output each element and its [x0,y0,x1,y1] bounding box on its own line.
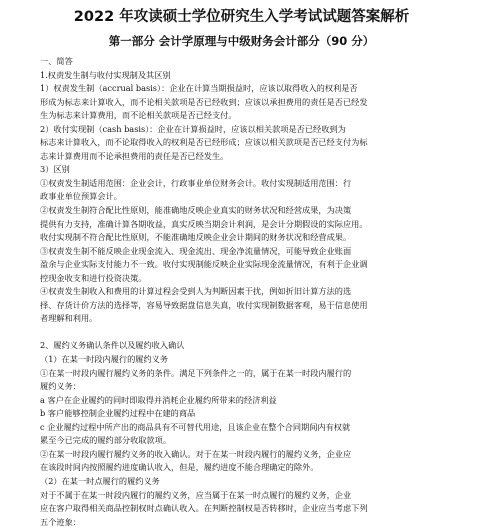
text-line: 形成为标志来计算收入，而不论相关款项是否已经收到；应该以承担费用的责任是否已经发 [40,96,368,107]
text-line: c 企业履约过程中所产出的商品具有不可替代用途，且该企业在整个合同期间内有权就 [40,421,351,432]
text-line: ①权责发生制适用范围：企业会计，行政事业单位财务会计。收付实现制适用范围：行 [40,177,352,188]
text-line: 盈余与企业实际支付能力不一致。收付实现制能反映企业实际现金流量情况，有利于企业调 [40,259,368,270]
text-line: b 客户能够控制企业履约过程中在建的商品 [40,408,196,419]
text-line: 收付实现制不符合配比性原则，不能准确地反映企业会计期间的财务状况和经营成果。 [40,232,352,243]
text-line: 应在客户取得相关商品控制权时点确认收入。在判断控制权是否转移时，企业应当考虑下列 [40,503,368,514]
text-line: a 客户在企业履约的同时即取得并消耗企业履约所带来的经济利益 [40,394,277,405]
text-line: 2、履约义务确认条件以及履约收入确认 [40,340,185,351]
text-line: ③权责发生制不能反映企业现金流入、现金流出、现金净流量情况，可能导致企业账面 [40,245,352,256]
text-line: 一、简答 [40,56,73,66]
section-heading: 第一部分 会计学原理与中级财务会计部分（90 分） [108,34,375,48]
text-line: 者理解和利用。 [40,313,98,324]
text-line: 1）权责发生制（accrual basis）：企业在计算当期损益时，应该以取得收入的权利是否 [40,83,358,94]
text-line: 在该段时间内按照履约进度确认收入，但是，履约进度不能合理确定的除外。 [40,462,319,473]
text-line: ②权责发生制符合配比性原则，能准确地反映企业真实的财务状况和经营成果，为决策 [40,205,352,216]
text-line: 3）区别 [40,164,70,175]
text-line: 生为标志来计算费用，而不论相关款项是否已经支付。 [40,110,237,121]
text-line: 1.权责发生制与收付实现制及其区别 [40,69,171,80]
text-line: ②在某一时段内履行履约义务的收入确认。对于在某一时段内履行的履约义务，企业应 [40,448,352,459]
text-line: 对于不属于在某一时段内履行的履约义务，应当属于在某一时点履行的履约义务，企业 [40,489,352,500]
text-line: （2）在某一时点履行的履约义务 [40,475,160,486]
text-line: ①在某一时段内履行履约义务的条件。满足下列条件之一的，属于在某一时段内履行的 [40,367,352,378]
text-line: ④权责发生制收入和费用的计算过程会受到人为判断因素干扰，例如折旧计算方法的选 [40,286,352,297]
text-line: 志来计算费用而不论承担费用的责任是否已经发生。 [40,150,229,161]
text-line: 择、存货计价方法的选择等，容易导致据盘信息失真，收付实现制数据客观，易于信息使用 [40,299,368,310]
text-line: （1）在某一时段内履行的履约义务 [40,354,169,365]
text-line: 累至今已完成的履约部分收取款项。 [40,435,172,446]
document-body [40,55,463,529]
text-line: 2）收付实现制（cash basis）：企业在计算损益时，应该以相关款项是否已经收到为 [40,123,346,134]
text-line: 控现金收支和进行投资决策。 [40,272,147,283]
text-line: 提供有力支持，准确计算各期收益，真实反映当期会计利润，是会计分期假设的实际应用。 [40,218,368,229]
text-line: 履约义务： [40,381,81,392]
text-line: 政事业单位预算会计。 [40,191,122,202]
text-line: 标志来计算收入，而不论取得收入的权利是否已经形成；应该以相关款项是否已经支付为标 [40,137,368,148]
blank-line [40,326,463,340]
text-line: 五个迹象： [40,516,81,527]
document-title: 2022 年攻读硕士学位研究生入学考试试题答案解析 [73,9,410,25]
